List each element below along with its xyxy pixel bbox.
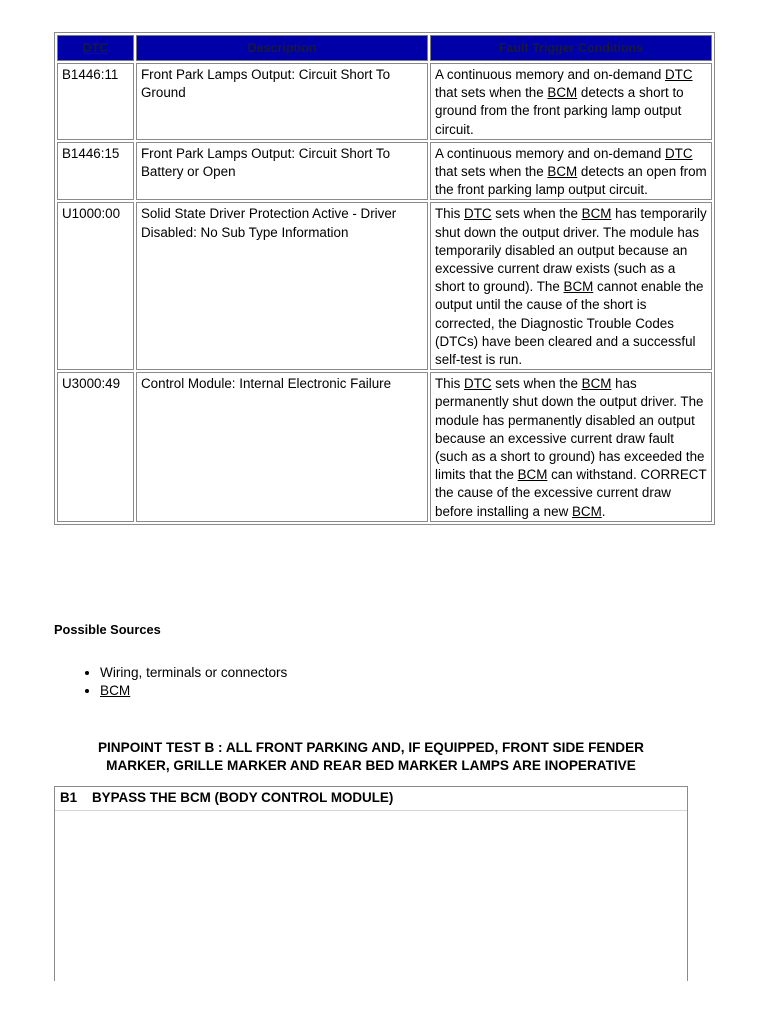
dtc-table [54,32,715,525]
header-description: Description [136,35,428,61]
condition-text: sets when the [491,206,582,222]
description-cell: Front Park Lamps Output: Circuit Short To Ground [136,63,428,140]
condition-text: cannot enable the output until the cause of the short is corrected, the Diagnostic Trouble Codes (DTCs) have been cleared and a successful self-test is run. [435,279,704,368]
table-row [57,63,712,140]
fault-conditions-cell [430,202,712,370]
condition-text: has permanently shut down the output driver. The module has permanently disabled an output because an excessive current draw fault (such as a short to ground) has exceeded the limits that the [435,376,705,483]
step-box [54,786,688,981]
fault-conditions-cell [430,372,712,522]
possible-sources-list [82,664,287,700]
abbreviation-link[interactable]: DTC [665,67,693,82]
condition-text: detects a short to ground from the front parking lamp output circuit. [435,85,684,137]
table-header-row [57,35,712,61]
abbreviation-link[interactable]: BCM [547,164,578,180]
list-item [100,682,287,700]
condition-text: has temporarily shut down the output driver. The module has temporarily disabled an output because an excessive current draw exists (such as a short to ground). The [435,206,707,295]
condition-text: A continuous memory and on-demand [435,145,666,161]
abbreviation-link[interactable]: BCM [563,279,594,295]
pinpoint-test-title [54,739,688,775]
header-dtc[interactable]: DTC [57,35,134,61]
dtc-code-cell: U1000:00 [57,202,134,370]
condition-text: This [435,206,465,222]
table-row [57,142,712,201]
step-title: BYPASS THE BCM (BODY CONTROL MODULE) [92,790,394,805]
abbreviation-link[interactable]: BCM [581,206,612,222]
condition-text: A continuous memory and on-demand [435,67,666,82]
description-cell: Control Module: Internal Electronic Failure [136,372,428,522]
condition-text: that sets when the [435,164,548,180]
dtc-code-cell: B1446:11 [57,63,134,140]
condition-text: detects an open from the front parking lamp output circuit. [435,164,707,198]
condition-text: that sets when the [435,85,548,101]
fault-conditions-cell [430,142,712,201]
abbreviation-link[interactable]: DTC [464,376,492,392]
step-number: B1 [60,790,78,805]
possible-sources-title: Possible Sources [54,622,161,637]
dtc-code-cell: B1446:15 [57,142,134,201]
table-row [57,372,712,522]
abbreviation-link[interactable]: BCM [100,683,131,698]
condition-text: sets when the [491,376,582,392]
pinpoint-title-line-2: MARKER, GRILLE MARKER AND REAR BED MARKER LAMPS ARE INOPERATIVE [106,758,636,773]
abbreviation-link[interactable]: BCM [581,376,612,392]
abbreviation-link[interactable]: BCM [547,85,578,101]
condition-text: can withstand. CORRECT the cause of the excessive current draw before installing a new [435,467,707,519]
condition-text: This [435,376,465,392]
description-cell: Front Park Lamps Output: Circuit Short To Battery or Open [136,142,428,201]
abbreviation-link[interactable]: DTC [665,145,693,161]
description-cell: Solid State Driver Protection Active - Driver Disabled: No Sub Type Information [136,202,428,370]
pinpoint-title-line-1: PINPOINT TEST B : ALL FRONT PARKING AND, IF EQUIPPED, FRONT SIDE FENDER [97,740,645,755]
fault-conditions-cell [430,63,712,140]
table-body [57,63,712,522]
abbreviation-link[interactable]: DTC [464,206,492,222]
source-text: Wiring, terminals or connectors [100,665,288,680]
list-item [100,664,287,682]
dtc-code-cell: U3000:49 [57,372,134,522]
abbreviation-link[interactable]: BCM [517,467,548,483]
header-fault-trigger-conditions: Fault Trigger Conditions [430,35,712,61]
table-row [57,202,712,370]
abbreviation-link[interactable]: BCM [571,503,602,519]
step-header [55,787,687,811]
condition-text: . [601,503,606,519]
